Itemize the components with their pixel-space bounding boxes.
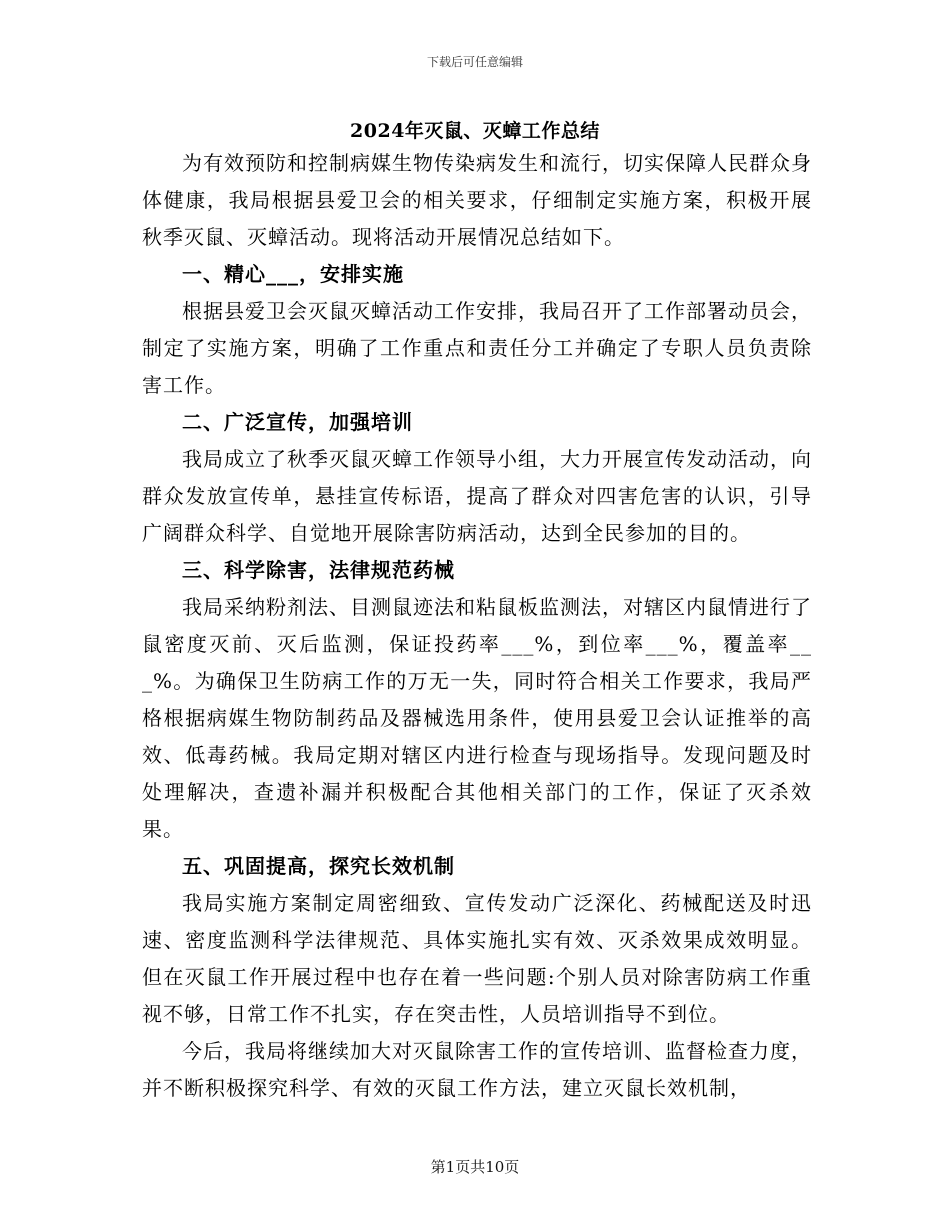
section-heading-5: 五、巩固提高，探究长效机制: [182, 854, 455, 878]
page-header: 下载后可任意编辑: [426, 55, 523, 69]
section-heading-3: 三、科学除害，法律规范药械: [182, 558, 455, 582]
document-title: 2024年灭鼠、灭蟑工作总结: [350, 120, 600, 142]
page-number: 第1页共10页: [430, 1158, 520, 1176]
section-5-paragraph-1: 我局实施方案制定周密细致、宣传发动广泛深化、药械配送及时迅速、密度监测科学法律规范、具体实施扎实有效、灭杀效果成效明显。但在灭鼠工作开展过程中也存在着一些问题:个别人员对除害防病工作重视不够，日常工作不扎实，存在突击性，人员培训指导不到位。: [142, 891, 812, 1026]
document-body: [142, 145, 812, 1107]
section-2-paragraph-1: 我局成立了秋季灭鼠灭蟑工作领导小组，大力开展宣传发动活动，向群众发放宣传单，悬挂宣传标语，提高了群众对四害危害的认识，引导广阔群众科学、自觉地开展除害防病活动，达到全民参加的目的。: [142, 447, 812, 545]
section-1-paragraph-1: 根据县爱卫会灭鼠灭蟑活动工作安排，我局召开了工作部署动员会，制定了实施方案，明确了工作重点和责任分工并确定了专职人员负责除害工作。: [142, 299, 812, 397]
section-3-paragraph-1: 我局采纳粉剂法、目测鼠迹法和粘鼠板监测法，对辖区内鼠情进行了鼠密度灭前、灭后监测，保证投药率___%，到位率___%，覆盖率___%。为确保卫生防病工作的万无一失，同时符合相关工作要求，我局严格根据病媒生物防制药品及器械选用条件，使用县爱卫会认证推举的高效、低毒药械。我局定期对辖区内进行检查与现场指导。发现问题及时处理解决，查遗补漏并积极配合其他相关部门的工作，保证了灭杀效果。: [142, 595, 812, 841]
intro-paragraph: 为有效预防和控制病媒生物传染病发生和流行，切实保障人民群众身体健康，我局根据县爱卫会的相关要求，仔细制定实施方案，积极开展秋季灭鼠、灭蟑活动。现将活动开展情况总结如下。: [142, 151, 812, 249]
section-heading-1: 一、精心___，安排实施: [182, 262, 404, 286]
section-heading-2: 二、广泛宣传，加强培训: [182, 410, 413, 434]
section-5-paragraph-2: 今后，我局将继续加大对灭鼠除害工作的宣传培训、监督检查力度，并不断积极探究科学、有效的灭鼠工作方法，建立灭鼠长效机制，: [142, 1039, 812, 1100]
